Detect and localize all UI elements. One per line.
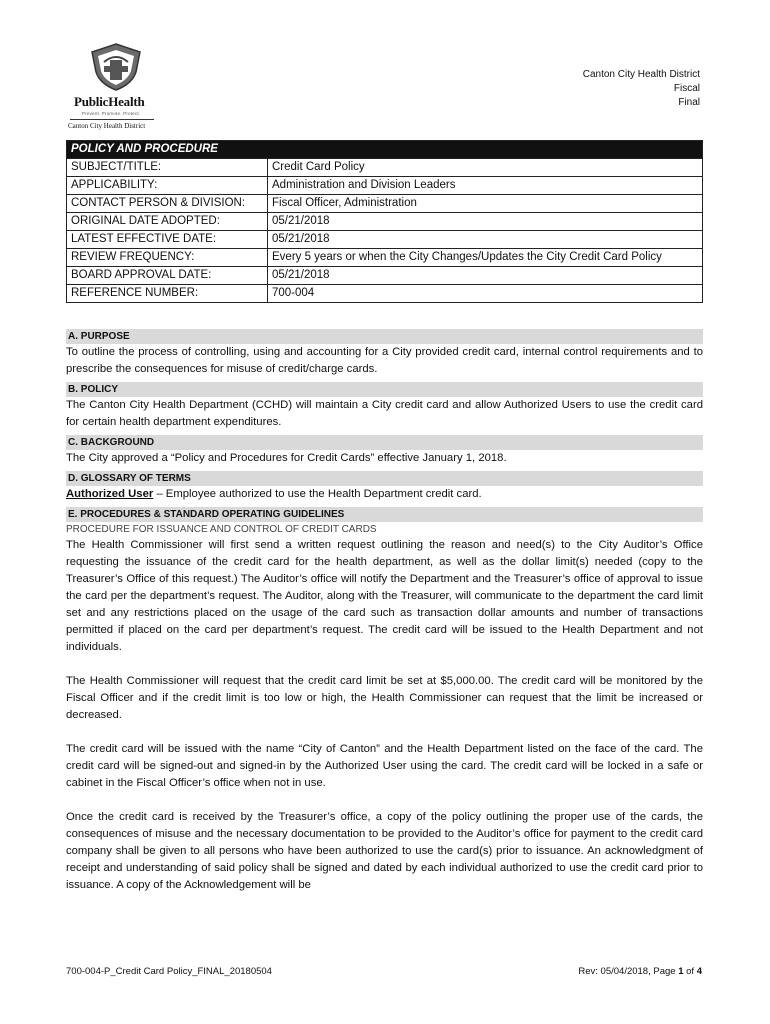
glossary-term: Authorized User [66,488,154,500]
section-heading-background: C. BACKGROUND [66,435,703,450]
document-header [583,68,700,110]
section-heading-policy: B. POLICY [66,382,703,397]
row-value: 05/21/2018 [268,213,703,231]
footer-of: of [683,966,697,977]
row-value: Fiscal Officer, Administration [268,195,703,213]
footer-page-info [578,966,702,977]
table-row [67,159,703,177]
purpose-text: To outline the process of controlling, using and accounting for a City provided credit card, internal control requirements and to prescribe the consequences for misuse of credit/charge cards. [66,346,703,375]
row-label: ORIGINAL DATE ADOPTED: [67,213,268,231]
footer-filename: 700-004-P_Credit Card Policy_FINAL_20180504 [66,966,272,977]
row-value: Every 5 years or when the City Changes/Updates the City Credit Card Policy [268,249,703,267]
table-header-row [67,141,703,159]
logo-divider [70,119,154,120]
procedure-paragraph-1: The Health Commissioner will first send a written request outlining the reason and need(s) to the City Auditor’s Office requesting the issuance of the credit card for the health department, as well as the dollar limit(s) needed (copy to the Treasurer’s Office of this request.) The Auditor’s office will notify the Department and the Treasurer’s office of approval to issue the card per the department’s request. The Auditor, along with the Treasurer, will communicate to the department the card limit set and any restrictions placed on the usage of the card such as transaction dollar amounts and number of transactions permitted if placed on the card per department’s request. The credit card will be issued to the Health Department and not individuals. [66,539,703,653]
section-heading-purpose: A. PURPOSE [66,329,703,344]
table-row [67,285,703,303]
logo-tagline: Prevent. Promote. Protect. [82,111,141,116]
footer-revision: Rev: 05/04/2018, Page [578,966,679,977]
document-body [66,329,703,894]
policy-info-table [66,140,703,303]
table-row [67,177,703,195]
section-heading-procedures: E. PROCEDURES & STANDARD OPERATING GUIDELINES [66,507,703,522]
logo-title: PublicHealth [74,94,145,109]
shield-icon [88,42,144,92]
table-row [67,213,703,231]
section-heading-glossary: D. GLOSSARY OF TERMS [66,471,703,486]
row-value: Administration and Division Leaders [268,177,703,195]
procedure-paragraph-4: Once the credit card is received by the Treasurer’s office, a copy of the policy outlining the proper use of the cards, the consequences of misuse and the necessary documentation to be provided to the Auditor’s office for payment to the credit card company shall be given to all persons who have been authorized to use the card(s) prior to issuance. An acknowledgment of receipt and understanding of said policy shall be signed and dated by each individual authorized to use the credit card prior to issuance. A copy of the Acknowledgement will be [66,811,703,891]
header-department: Fiscal [673,83,700,94]
row-value: Credit Card Policy [268,159,703,177]
row-value: 05/21/2018 [268,231,703,249]
row-value: 05/21/2018 [268,267,703,285]
header-status: Final [678,97,700,108]
organization-logo [64,42,174,130]
procedure-paragraph-3: The credit card will be issued with the name “City of Canton” and the Health Department listed on the face of the card. The credit card will be signed-out and signed-in by the Authorized User using the card. The credit card will be locked in a safe or cabinet in the Fiscal Officer’s office when not in use. [66,743,703,789]
row-label: CONTACT PERSON & DIVISION: [67,195,268,213]
table-row [67,267,703,285]
header-organization: Canton City Health District [582,69,700,80]
row-label: REFERENCE NUMBER: [67,285,268,303]
table-row [67,231,703,249]
policy-text: The Canton City Health Department (CCHD) will maintain a City credit card and allow Authorized Users to use the credit card for certain health department expenditures. [66,399,703,428]
table-row [67,195,703,213]
page-footer [66,966,702,977]
table-title: POLICY AND PROCEDURE [67,141,703,159]
background-text: The City approved a “Policy and Procedures for Credit Cards” effective January 1, 2018. [66,452,507,464]
glossary-entry [66,486,703,503]
footer-page-total: 4 [696,966,702,977]
procedure-subheading: PROCEDURE FOR ISSUANCE AND CONTROL OF CREDIT CARDS [66,524,377,535]
row-label: BOARD APPROVAL DATE: [67,267,268,285]
table-row [67,249,703,267]
row-label: SUBJECT/TITLE: [67,159,268,177]
procedure-paragraph-2: The Health Commissioner will request that the credit card limit be set at $5,000.00. The credit card will be monitored by the Fiscal Officer and if the credit limit is too low or high, the Health Commissioner can request that the limit be increased or decreased. [66,675,703,721]
row-label: REVIEW FREQUENCY: [67,249,268,267]
row-label: APPLICABILITY: [67,177,268,195]
footer-page-number: 1 [678,966,684,977]
glossary-definition: – Employee authorized to use the Health Department credit card. [153,488,482,500]
logo-subtitle: Canton City Health District [68,122,146,130]
row-label: LATEST EFFECTIVE DATE: [67,231,268,249]
row-value: 700-004 [268,285,703,303]
